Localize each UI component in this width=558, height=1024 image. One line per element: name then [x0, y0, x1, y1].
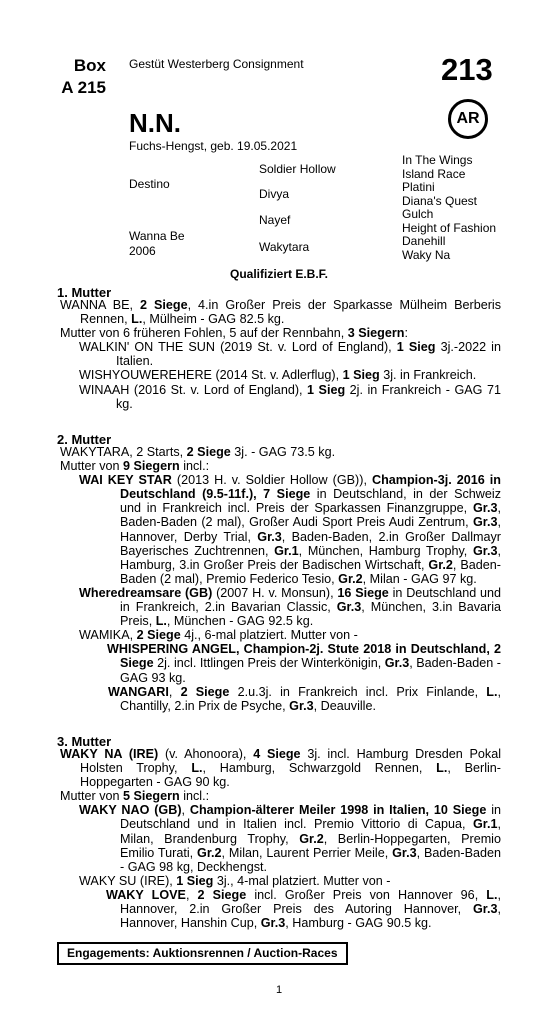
pedigree-g3-3: Platini — [402, 180, 435, 194]
section-third-dam — [60, 747, 501, 930]
pedigree-g3-2: Island Race — [402, 166, 466, 181]
produce-line: WINAAH (2016 St. v. Lord of England), 1 Sieg 2j. in Frankreich - GAG 71 kg. — [79, 382, 501, 411]
section-title-third-dam: 3. Mutter — [57, 734, 112, 749]
horse-description: Fuchs-Hengst, geb. 19.05.2021 — [129, 139, 298, 153]
lot-number: 213 — [441, 52, 493, 87]
produce-line: Mutter von 5 Siegern incl.: — [60, 789, 210, 804]
box-label: Box — [73, 56, 106, 75]
pedigree-g3-1: In The Wings — [402, 153, 473, 167]
produce-line: WAKYTARA, 2 Starts, 2 Siege 3j. - GAG 73.5 kg. — [60, 445, 336, 459]
produce-line: WAKY NA (IRE) (v. Ahonoora), 4 Siege 3j. incl. Hamburg Dresden Pokal Holsten Trophy, L., Hamburg, Schwarzgold Rennen, L., Berlin-Hoppegarten - GAG 90 kg. — [60, 747, 502, 790]
horse-name: N.N. — [129, 108, 181, 138]
pedigree-dam-dam: Wakytara — [259, 240, 310, 254]
produce-line: WALKIN' ON THE SUN (2019 St. v. Lord of England), 1 Sieg 3j.-2022 in Italien. — [79, 340, 501, 369]
pedigree-sire: Destino — [129, 177, 170, 191]
engagements-box: Engagements: Auktionsrennen / Auction-Races — [57, 942, 348, 965]
pedigree-sire-sire: Soldier Hollow — [259, 162, 336, 176]
qualification: Qualifiziert E.B.F. — [229, 267, 328, 281]
pedigree-g3-6: Height of Fashion — [402, 220, 497, 235]
pedigree-g3-7: Danehill — [402, 234, 446, 248]
produce-line: WAMIKA, 2 Siege 4j., 6-mal platziert. Mutter von - — [79, 628, 358, 643]
ar-badge: AR — [448, 99, 488, 139]
produce-line: WAKY NAO (GB), Champion-älterer Meiler 1998 in Italien, 10 Siege in Deutschland und in Italien incl. Premio Vittorio di Capua, Gr.1, Milan, Brandenburg Trophy, Gr.2, Berlin-Hoppegarten, Premio Emilio Turati, Gr.2, Milan, Laurent Perrier Meile, Gr.3, Baden-Baden - GAG 98 kg, Deckhengst. — [79, 803, 501, 874]
produce-line: WAI KEY STAR (2013 H. v. Soldier Hollow (GB)), Champion-3j. 2016 in Deutschland (9.5-11f.), 7 Siege in Deutschland, in der Schweiz und in Frankreich incl. Preis der Sparkassen Finanzgruppe, Gr.3, Baden-Baden (2 mal), Großer Audi Sport Preis Audi Zentrum, Gr.3, Hannover, Derby Trial, Gr.3, Baden-Baden, 2.in Großer Dallmayr Bayerisches Zuchtrennen, Gr.1, München, Hamburg Trophy, Gr.3, Hamburg, 3.in Großer Preis der Badischen Wirtschaft, Gr.2, Baden-Baden (2 mal), Premio Federico Tesio, Gr.2, Milan - GAG 97 kg. — [79, 473, 501, 586]
pedigree-dam: Wanna Be — [129, 229, 185, 243]
produce-line: WISHYOUWEREHERE (2014 St. v. Adlerflug), 1 Sieg 3j. in Frankreich. — [79, 368, 477, 383]
section-title-second-dam: 2. Mutter — [57, 432, 112, 447]
section-title-first-dam: 1. Mutter — [57, 285, 112, 300]
produce-line: WHISPERING ANGEL, Champion-2j. Stute 2018 in Deutschland, 2 Siege 2j. incl. Ittlingen Preis der Winterkönigin, Gr.3, Baden-Baden - GAG 93 kg. — [107, 642, 501, 685]
produce-line: Mutter von 6 früheren Fohlen, 5 auf der Rennbahn, 3 Siegern: — [60, 326, 408, 341]
page-number: 1 — [275, 984, 283, 996]
produce-line: WAKY LOVE, 2 Siege incl. Großer Preis von Hannover 96, L., Hannover, 2.in Großer Preis des Autoring Hannover, Gr.3, Hannover, Hanshin Cup, Gr.3, Hamburg - GAG 90.5 kg. — [106, 887, 501, 931]
pedigree-g3-8: Waky Na — [402, 247, 451, 262]
consignor: Gestüt Westerberg Consignment — [129, 57, 304, 71]
pedigree-g3-4: Diana's Quest — [402, 193, 477, 208]
produce-line: WAKY SU (IRE), 1 Sieg 3j., 4-mal platziert. Mutter von - — [79, 873, 391, 888]
produce-line: Mutter von 9 Siegern incl.: — [60, 459, 210, 474]
produce-line: WANGARI, 2 Siege 2.u.3j. in Frankreich incl. Prix Finlande, L., Chantilly, 2.in Prix de Psyche, Gr.3, Deauville. — [108, 684, 501, 713]
pedigree-dam-sire: Nayef — [259, 213, 291, 227]
produce-line: Wheredreamsare (GB) (2007 H. v. Monsun), 16 Siege in Deutschland und in Frankreich, 2.in Bavarian Classic, Gr.3, München, 3.in Bavaria Preis, L., München - GAG 92.5 kg. — [79, 585, 502, 629]
box-number: A 215 — [61, 78, 106, 97]
produce-line: WANNA BE, 2 Siege, 4.in Großer Preis der Sparkasse Mülheim Berberis Rennen, L., Mülheim - GAG 82.5 kg. — [60, 298, 502, 327]
pedigree-g3-5: Gulch — [402, 207, 434, 221]
pedigree-dam-year: 2006 — [129, 244, 156, 258]
section-first-dam — [60, 298, 501, 411]
pedigree-sire-dam: Divya — [259, 187, 290, 201]
section-second-dam — [60, 445, 501, 713]
